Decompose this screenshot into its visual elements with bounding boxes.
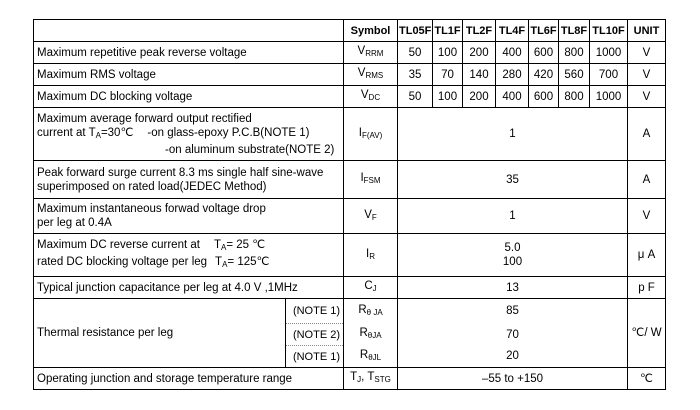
value-cell: 1 xyxy=(398,108,628,161)
param-label: Typical junction capacitance per leg at 4.0 V ,1MHz xyxy=(34,277,344,299)
symbol-cell xyxy=(344,64,398,86)
value-cell: 800 xyxy=(559,86,590,108)
symbol-cell xyxy=(344,108,398,161)
value-cell: 560 xyxy=(559,64,590,86)
row-ifav xyxy=(34,108,666,161)
symbol-cell xyxy=(344,277,398,299)
header-part-tl2f: TL2F xyxy=(463,20,496,42)
symbol-letter: R xyxy=(359,348,369,361)
label-text: = 25 ℃ xyxy=(226,239,266,251)
symbol-subscript: R xyxy=(369,251,375,261)
value-cell: 1000 xyxy=(590,42,628,64)
param-label: Operating junction and storage temperature range xyxy=(34,368,344,390)
label-text: = 125℃ xyxy=(227,256,270,268)
value-cell: 35 xyxy=(398,64,433,86)
symbol-cell xyxy=(344,299,398,324)
value-cell: 200 xyxy=(463,42,496,64)
symbol-letter: V xyxy=(357,67,366,79)
unit-cell: V xyxy=(628,199,666,234)
value-cell: 70 xyxy=(433,64,463,86)
unit-cell: A xyxy=(628,108,666,161)
symbol-letter: V xyxy=(364,208,372,221)
symbol-subscript: J xyxy=(357,375,362,384)
value-cell: 13 xyxy=(398,277,628,299)
value-cell: 100 xyxy=(433,42,463,64)
unit-cell: A xyxy=(628,161,666,199)
label-text: rated DC blocking voltage per leg xyxy=(37,256,208,268)
label-line xyxy=(37,255,340,272)
unit-cell: μ A xyxy=(628,234,666,277)
value-line: 100 xyxy=(502,256,523,268)
symbol-letter: C xyxy=(364,280,373,292)
symbol-subscript: RMS xyxy=(365,71,384,80)
value-cell: 200 xyxy=(463,86,496,108)
label-subscript: A xyxy=(221,243,227,252)
value-cell: –55 to +150 xyxy=(398,368,628,390)
value-cell: 400 xyxy=(496,42,529,64)
symbol-cell xyxy=(344,161,398,199)
row-ir xyxy=(34,234,666,277)
header-part-tl8f: TL8F xyxy=(559,20,590,42)
unit-cell: V xyxy=(628,64,666,86)
label-line: superimposed on rated load(JEDEC Method) xyxy=(37,180,267,193)
label-text: =30℃ xyxy=(100,126,134,139)
label-text: T xyxy=(215,256,223,268)
param-label xyxy=(34,234,344,277)
header-part-tl4f: TL4F xyxy=(496,20,529,42)
header-part-tl6f: TL6F xyxy=(529,20,559,42)
symbol-letter: I xyxy=(366,247,370,260)
value-cell: 700 xyxy=(590,64,628,86)
value-cell: 85 xyxy=(398,299,628,324)
note-cell: (NOTE 1) xyxy=(286,299,344,324)
label-subscript: A xyxy=(222,260,228,269)
header-row xyxy=(34,20,666,42)
symbol-subscript: RRM xyxy=(365,49,384,58)
symbol-letter: R xyxy=(358,303,367,316)
value-cell: 1 xyxy=(398,199,628,234)
label-subscript: A xyxy=(95,130,101,140)
symbol-subscript: F xyxy=(371,212,377,222)
unit-cell: V xyxy=(628,42,666,64)
unit-cell: ℃/ W xyxy=(628,299,666,368)
specifications-table xyxy=(33,19,666,390)
note-cell: (NOTE 1) xyxy=(286,346,344,368)
value-cell: 400 xyxy=(496,86,529,108)
param-label xyxy=(34,108,344,161)
param-label: Thermal resistance per leg xyxy=(34,299,286,368)
header-part-tl10f: TL10F xyxy=(590,20,628,42)
unit-cell: p F xyxy=(628,277,666,299)
label-line: Peak forward surge current 8.3 ms single half sine-wave xyxy=(37,166,324,179)
value-line: 5.0 xyxy=(504,242,521,254)
symbol-cell xyxy=(344,199,398,234)
value-cell: 800 xyxy=(559,42,590,64)
symbol-subscript: J xyxy=(372,284,377,293)
symbol-subscript: STG xyxy=(374,375,391,384)
label-line: per leg at 0.4A xyxy=(37,217,112,229)
symbol-cell xyxy=(344,234,398,277)
label-line: -on aluminum substrate(NOTE 2) xyxy=(165,143,335,156)
row-ifsm xyxy=(34,161,666,199)
row-vdc xyxy=(34,86,666,108)
symbol-subscript: θJL xyxy=(368,352,382,362)
label-line: Maximum average forward output rectified xyxy=(37,112,252,125)
value-cell: 20 xyxy=(398,346,628,368)
symbol-cell xyxy=(344,324,398,346)
symbol-letter: V xyxy=(360,89,369,101)
param-label: Maximum RMS voltage xyxy=(34,64,344,86)
header-part-tl05f: TL05F xyxy=(398,20,433,42)
param-label xyxy=(34,199,344,234)
header-symbol: Symbol xyxy=(344,20,398,42)
symbol-cell xyxy=(344,86,398,108)
label-text: Maximum DC reverse current at xyxy=(37,239,200,251)
note-cell: (NOTE 2) xyxy=(286,324,344,346)
param-label: Maximum repetitive peak reverse voltage xyxy=(34,42,344,64)
value-cell: 100 xyxy=(433,86,463,108)
symbol-letter: I xyxy=(360,172,364,184)
symbol-subscript: DC xyxy=(368,93,381,102)
symbol-cell xyxy=(344,368,398,390)
unit-cell: V xyxy=(628,86,666,108)
symbol-cell xyxy=(344,346,398,368)
row-vrms xyxy=(34,64,666,86)
value-cell xyxy=(398,234,628,277)
header-part-tl1f: TL1F xyxy=(433,20,463,42)
symbol-subscript: FSM xyxy=(363,176,381,185)
symbol-letter: I xyxy=(358,126,362,139)
value-cell: 50 xyxy=(398,86,433,108)
value-cell: 1000 xyxy=(590,86,628,108)
symbol-subscript: F(AV) xyxy=(361,130,383,140)
value-cell: 600 xyxy=(529,42,559,64)
label-line: Maximum instantaneous forwad voltage drop xyxy=(37,203,266,215)
param-label xyxy=(34,161,344,199)
value-cell: 50 xyxy=(398,42,433,64)
unit-cell: ℃ xyxy=(628,368,666,390)
row-temp xyxy=(34,368,666,390)
row-vrrm xyxy=(34,42,666,64)
label-line xyxy=(37,126,340,143)
row-thermal-1 xyxy=(34,299,666,324)
row-cj xyxy=(34,277,666,299)
value-cell: 600 xyxy=(529,86,559,108)
value-cell: 140 xyxy=(463,64,496,86)
param-label: Maximum DC blocking voltage xyxy=(34,86,344,108)
symbol-letter: R xyxy=(359,327,368,339)
label-text: -on glass-epoxy P.C.B(NOTE 1) xyxy=(147,126,310,139)
value-cell: 420 xyxy=(529,64,559,86)
symbol-subscript: θ JA xyxy=(366,307,383,317)
header-unit: UNIT xyxy=(628,20,666,42)
label-text: T xyxy=(213,239,221,251)
symbol-cell xyxy=(344,42,398,64)
symbol-letter: V xyxy=(357,45,366,57)
label-line xyxy=(37,238,340,255)
symbol-letter: , T xyxy=(361,371,375,383)
label-text: current at T xyxy=(37,126,96,139)
value-cell: 70 xyxy=(398,324,628,346)
symbol-letter: T xyxy=(350,371,358,383)
header-blank xyxy=(34,20,344,42)
value-cell: 35 xyxy=(398,161,628,199)
row-vf xyxy=(34,199,666,234)
value-cell: 280 xyxy=(496,64,529,86)
symbol-subscript: θJA xyxy=(367,331,382,340)
